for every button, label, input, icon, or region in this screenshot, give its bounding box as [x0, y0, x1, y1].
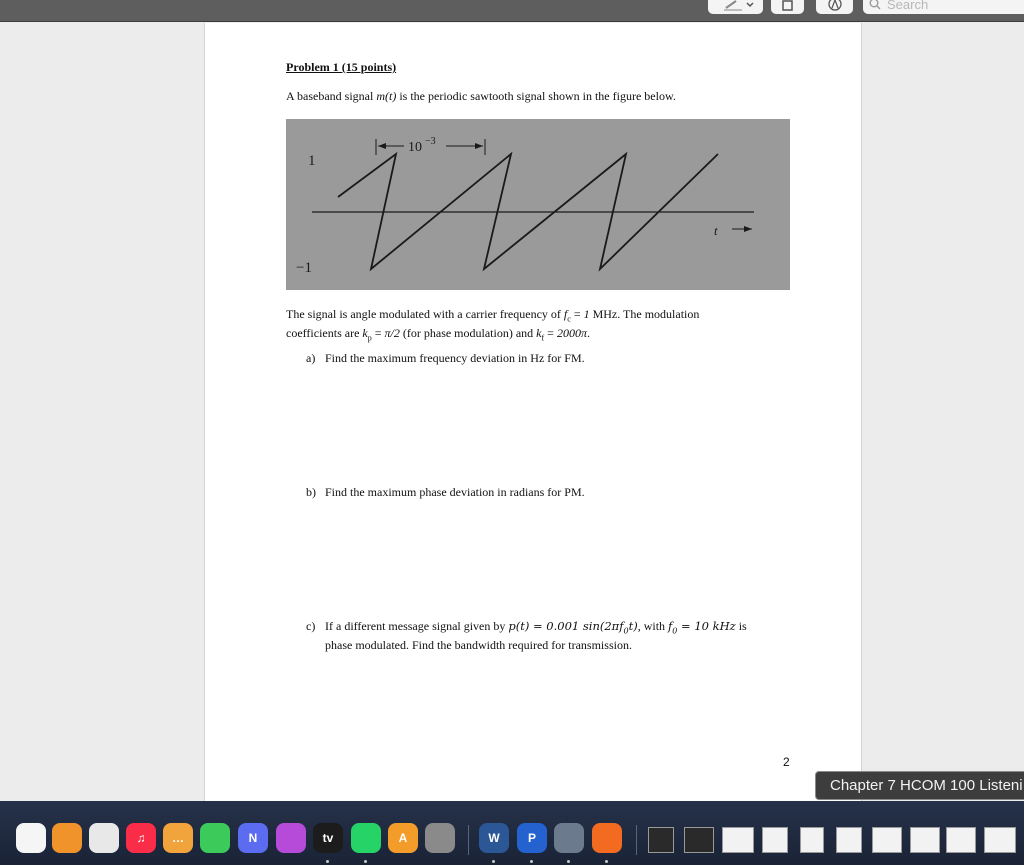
- whatsapp-icon[interactable]: [351, 823, 381, 853]
- search-icon: [869, 0, 881, 10]
- question-b-text: Find the maximum phase deviation in radians for PM.: [325, 485, 585, 499]
- toolbar: [0, 0, 1024, 22]
- sawtooth-figure: [286, 119, 790, 290]
- document-thumbnail[interactable]: [984, 827, 1016, 853]
- annotate-button[interactable]: [816, 0, 853, 14]
- document-thumbnail[interactable]: [836, 827, 862, 853]
- period-exponent: −3: [425, 136, 436, 147]
- books-icon[interactable]: [52, 823, 82, 853]
- modulation-paragraph: The signal is angle modulated with a carrier frequency of $f_c = 1$ MHz. The modulation coefficients are $k_p = \pi/2$ (for phase modulation) and $k_f = 2000\pi$.: [286, 307, 700, 343]
- question-a: [306, 351, 585, 366]
- question-a-label: a): [306, 351, 316, 365]
- search-placeholder: Search: [887, 0, 929, 12]
- appletv-icon[interactable]: tv: [313, 823, 343, 853]
- document-thumbnail[interactable]: [910, 827, 940, 853]
- question-c-label: c): [306, 619, 316, 633]
- notification-banner[interactable]: Chapter 7 HCOM 100 Listeni: [815, 771, 1024, 800]
- markup-button[interactable]: [708, 0, 763, 14]
- running-indicator: [567, 860, 570, 863]
- reminders-icon[interactable]: [16, 823, 46, 853]
- powerpoint-icon[interactable]: P: [517, 823, 547, 853]
- messages-icon[interactable]: …: [163, 823, 193, 853]
- running-indicator: [492, 860, 495, 863]
- search-field[interactable]: [863, 0, 1024, 14]
- running-indicator: [326, 860, 329, 863]
- dock-separator: [636, 825, 637, 855]
- markup-icon: [716, 0, 756, 12]
- document-thumbnail[interactable]: [648, 827, 674, 853]
- problem-title: Problem 1 (15 points): [286, 60, 397, 74]
- annotate-icon: [826, 0, 844, 12]
- facetime-icon[interactable]: [200, 823, 230, 853]
- page-number: 2: [783, 755, 790, 769]
- running-indicator: [364, 860, 367, 863]
- y-bottom-label: −1: [296, 260, 312, 276]
- running-indicator: [605, 860, 608, 863]
- intro-text: A baseband signal m(t) is the periodic sawtooth signal shown in the figure below.: [286, 89, 676, 103]
- zoom-icon[interactable]: [592, 823, 622, 853]
- podcasts-icon[interactable]: [276, 823, 306, 853]
- question-b: [306, 485, 585, 500]
- document-thumbnail[interactable]: [800, 827, 824, 853]
- question-c-text: If a different message signal given by p(t) = 0.001 $\sin(2\pi f_0t)$, with $f_0 = 10$ kHz is phase modulated. Find the bandwidth required for transmission.: [325, 619, 747, 653]
- question-c: [306, 619, 747, 653]
- document-thumbnail[interactable]: [946, 827, 976, 853]
- document-thumbnail[interactable]: [762, 827, 788, 853]
- app-store-icon[interactable]: A: [388, 823, 418, 853]
- news-icon[interactable]: N: [238, 823, 268, 853]
- y-top-label: 1: [308, 153, 316, 169]
- rotate-icon: [780, 0, 796, 12]
- preview-icon[interactable]: [554, 823, 584, 853]
- photos-icon[interactable]: [89, 823, 119, 853]
- document-thumbnail[interactable]: [872, 827, 902, 853]
- document-thumbnail[interactable]: [722, 827, 754, 853]
- document-page: [204, 23, 862, 801]
- sawtooth-plot: [286, 119, 790, 290]
- word-icon[interactable]: W: [479, 823, 509, 853]
- running-indicator: [530, 860, 533, 863]
- dock-separator: [468, 825, 469, 855]
- document-thumbnail[interactable]: [684, 827, 714, 853]
- music-icon[interactable]: ♫: [126, 823, 156, 853]
- dock: [0, 801, 1024, 865]
- system-preferences-icon[interactable]: [425, 823, 455, 853]
- t-label: t: [714, 223, 718, 238]
- document-viewer[interactable]: [0, 23, 1024, 801]
- rotate-button[interactable]: [771, 0, 804, 14]
- question-b-label: b): [306, 485, 316, 499]
- question-a-text: Find the maximum frequency deviation in Hz for FM.: [325, 351, 585, 365]
- period-label: 10: [408, 140, 422, 155]
